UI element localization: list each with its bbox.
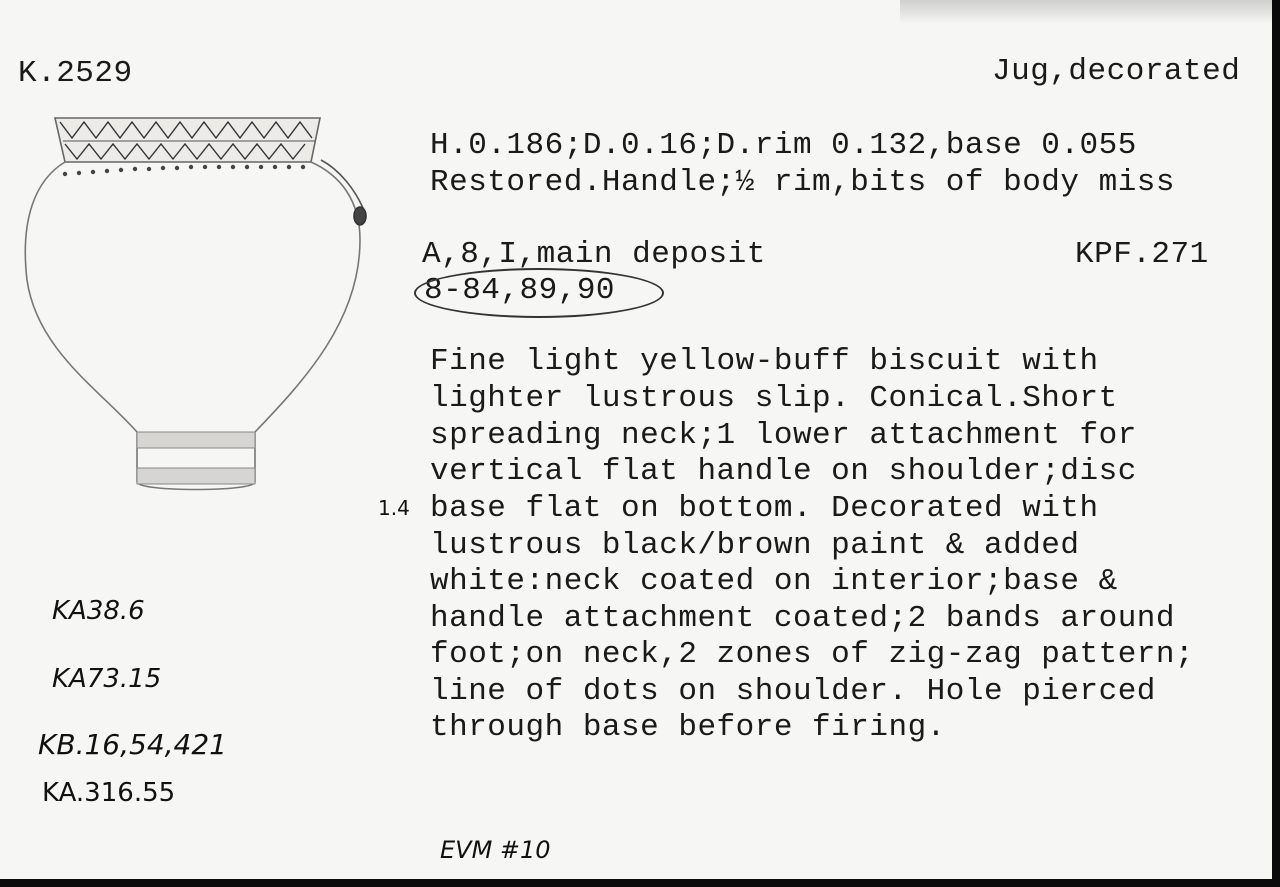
catalog-number: K.2529 bbox=[18, 56, 133, 91]
description-line: base flat on bottom. Decorated with bbox=[430, 491, 1099, 526]
handwritten-ref: KA38.6 bbox=[52, 596, 145, 626]
description-line: foot;on neck,2 zones of zig-zag pattern; bbox=[430, 637, 1195, 672]
circled-annotation bbox=[414, 268, 664, 318]
description-line: spreading neck;1 lower attachment for bbox=[430, 418, 1137, 453]
handwritten-footer: EVM #10 bbox=[440, 836, 551, 864]
description-line: white:neck coated on interior;base & bbox=[430, 564, 1118, 599]
card-edge-shadow bbox=[900, 0, 1272, 24]
description-line: Fine light yellow-buff biscuit with bbox=[430, 344, 1099, 379]
handwritten-ref: KA73.15 bbox=[52, 664, 162, 694]
margin-mark: 1.4 bbox=[378, 496, 410, 520]
scan-border bbox=[1272, 0, 1280, 887]
description-line: through base before firing. bbox=[430, 710, 946, 745]
dimensions-line: H.0.186;D.0.16;D.rim 0.132,base 0.055 bbox=[430, 128, 1137, 163]
description-line: handle attachment coated;2 bands around bbox=[430, 601, 1176, 636]
inventory-numbers: 8-84,89,90 bbox=[424, 273, 616, 308]
handwritten-ref: KA.316.55 bbox=[42, 778, 176, 808]
description-line: line of dots on shoulder. Hole pierced bbox=[430, 674, 1156, 709]
object-type: Jug,decorated bbox=[992, 54, 1241, 89]
kpf-number: KPF.271 bbox=[1075, 237, 1209, 272]
jug-drawing bbox=[15, 110, 375, 510]
findspot-line: A,8,I,main deposit bbox=[422, 237, 766, 272]
handwritten-ref: KB.16,54,421 bbox=[38, 728, 227, 761]
description-line: vertical flat handle on shoulder;disc bbox=[430, 454, 1137, 489]
condition-line: Restored.Handle;½ rim,bits of body miss bbox=[430, 165, 1176, 200]
description-line: lustrous black/brown paint & added bbox=[430, 528, 1080, 563]
description-line: lighter lustrous slip. Conical.Short bbox=[430, 381, 1118, 416]
